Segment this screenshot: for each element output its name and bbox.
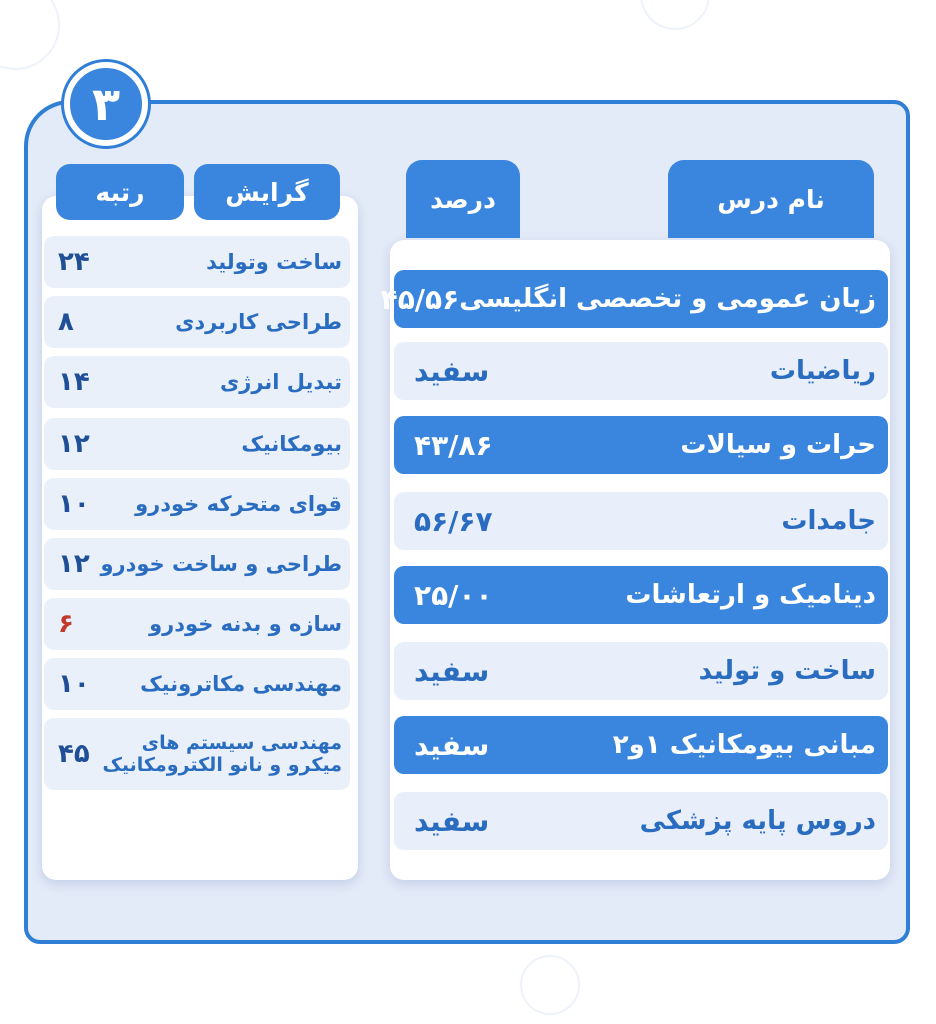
major-row: [44, 418, 350, 470]
course-name: مبانی بیومکانیک ۱و۲: [612, 730, 876, 760]
course-row: [394, 716, 888, 774]
major-row: [44, 478, 350, 530]
course-row: [394, 792, 888, 850]
course-row: [394, 492, 888, 550]
major-row: [44, 236, 350, 288]
major-row: [44, 296, 350, 348]
course-name: دینامیک و ارتعاشات: [625, 580, 876, 610]
course-row: [394, 416, 888, 474]
course-name: ساخت و تولید: [698, 656, 876, 686]
major-name: مهندسی سیستم های میکرو و نانو الکترومکانیک: [102, 732, 342, 776]
major-row: [44, 718, 350, 790]
major-rank: ۱۲: [58, 429, 90, 459]
major-rank: ۲۴: [58, 247, 90, 277]
major-name: سازه و بدنه خودرو: [149, 612, 342, 636]
major-rank: ۱۲: [58, 549, 90, 579]
course-name: دروس پایه پزشکی: [639, 806, 876, 836]
header-course: نام درس: [668, 160, 874, 238]
major-rank: ۴۵: [58, 739, 90, 769]
course-percent: سفید: [414, 654, 490, 688]
course-name: زبان عمومی و تخصصی انگلیسی: [459, 284, 876, 314]
course-percent: ۴۵/۵۶: [380, 282, 460, 316]
major-name: ساخت وتولید: [206, 250, 342, 274]
course-percent: ۵۶/۶۷: [414, 504, 493, 538]
major-rank: ۸: [58, 307, 74, 337]
major-row: [44, 658, 350, 710]
major-name: تبدیل انرژی: [219, 370, 342, 394]
major-name: قوای متحرکه خودرو: [135, 492, 342, 516]
course-row: [394, 642, 888, 700]
card-number-badge: ۳: [64, 62, 148, 146]
course-percent: سفید: [414, 728, 490, 762]
major-rank: ۱۴: [58, 367, 90, 397]
course-row: [380, 270, 888, 328]
course-percent: سفید: [414, 354, 490, 388]
course-name: جامدات: [781, 506, 876, 536]
course-row: [394, 342, 888, 400]
major-rank: ۶: [58, 609, 74, 639]
major-name: طراحی کاربردی: [175, 310, 342, 334]
major-row: [44, 538, 350, 590]
major-row: [44, 356, 350, 408]
course-percent: ۲۵/۰۰: [414, 578, 493, 612]
course-percent: ۴۳/۸۶: [414, 428, 493, 462]
courses-panel: [390, 240, 890, 880]
major-name: بیومکانیک: [241, 432, 342, 456]
major-name: طراحی و ساخت خودرو: [100, 552, 342, 576]
major-name: مهندسی مکاترونیک: [140, 672, 342, 696]
course-name: حرات و سیالات: [680, 430, 876, 460]
major-rank: ۱۰: [58, 489, 90, 519]
header-major: گرایش: [194, 164, 340, 220]
course-percent: سفید: [414, 804, 490, 838]
major-rank: ۱۰: [58, 669, 90, 699]
header-percent: درصد: [406, 160, 520, 238]
major-row: [44, 598, 350, 650]
course-row: [394, 566, 888, 624]
course-name: ریاضیات: [769, 356, 876, 386]
header-rank: رتبه: [56, 164, 184, 220]
